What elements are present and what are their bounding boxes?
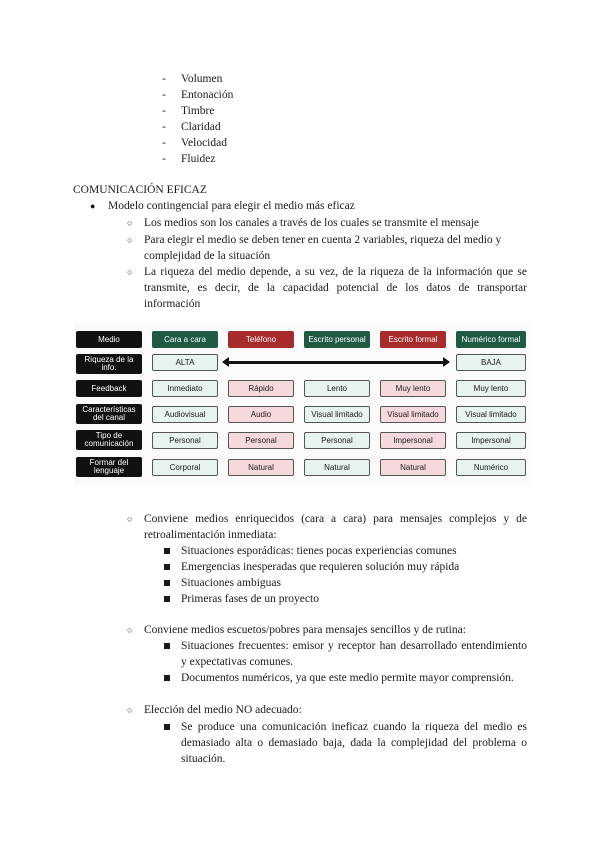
list-item: Volumen: [181, 73, 223, 85]
dash-marker: -: [162, 153, 166, 165]
rich-item: Primeras fases de un proyecto: [181, 593, 319, 605]
row-label-channel: Características del canal: [76, 404, 142, 424]
sub-bullet-text-cont: complejidad de la situación: [144, 250, 271, 262]
richness-high: ALTA: [152, 354, 218, 371]
feedback-cell: Muy lento: [380, 380, 446, 397]
list-item: Timbre: [181, 105, 215, 117]
language-cell: Numérico: [456, 459, 526, 476]
square-bullet-icon: [164, 643, 170, 649]
row-label-comm-type: Tipo de comunicación: [76, 430, 142, 450]
lean-item: Situaciones frecuentes: emisor y receptor han desarrollado entendimiento y expectativas comunes.: [181, 640, 527, 668]
sub-bullet-text: Para elegir el medio se deben tener en cuenta 2 variables, riqueza del medio y: [144, 234, 502, 246]
channel-cell: Audio: [228, 406, 294, 423]
row-label-feedback: Feedback: [76, 380, 142, 397]
dash-marker: -: [162, 137, 166, 149]
arrow-left-icon: [222, 357, 229, 367]
feedback-cell: Lento: [304, 380, 370, 397]
richness-low: BAJA: [456, 354, 526, 371]
language-cell: Natural: [380, 459, 446, 476]
square-bullet-icon: [164, 564, 170, 570]
rich-media-paragraph: Conviene medios enriquecidos (cara a cara) para mensajes complejos y de retroalimentación inmediata:: [144, 513, 527, 541]
row-label-medium: Medio: [76, 331, 142, 348]
language-cell: Natural: [304, 459, 370, 476]
medium-numeric-formal: Numérico formal: [456, 331, 526, 348]
channel-cell: Visual limitado: [456, 406, 526, 423]
square-bullet-icon: [164, 580, 170, 586]
circle-bullet-icon: ○: [127, 218, 133, 228]
circle-bullet-icon: ○: [127, 514, 133, 524]
section-title: COMUNICACIÓN EFICAZ: [73, 184, 207, 196]
medium-face-to-face: Cara a cara: [152, 331, 218, 348]
dash-marker: -: [162, 105, 166, 117]
comm-type-cell: Personal: [228, 432, 294, 449]
list-item: Entonación: [181, 89, 234, 101]
rich-item: Situaciones ambiguas: [181, 577, 281, 589]
list-item: Claridad: [181, 121, 221, 133]
richness-arrow: [226, 361, 444, 364]
language-cell: Natural: [228, 459, 294, 476]
circle-bullet-icon: ○: [127, 267, 133, 277]
feedback-cell: Muy lento: [456, 380, 526, 397]
sub-bullet-paragraph: La riqueza del medio depende, a su vez, de la riqueza de la información que se transmite, es decir, de la capacidad potencial de los datos de transportar información: [144, 266, 527, 310]
circle-bullet-icon: ○: [127, 625, 133, 635]
medium-formal-written: Escrito formal: [380, 331, 446, 348]
channel-cell: Audiovisual: [152, 406, 218, 423]
comm-type-cell: Impersonal: [456, 432, 526, 449]
feedback-cell: Rápido: [228, 380, 294, 397]
channel-cell: Visual limitado: [304, 406, 370, 423]
rich-item: Situaciones esporádicas: tienes pocas experiencias comunes: [181, 545, 457, 557]
square-bullet-icon: [164, 724, 170, 730]
medium-personal-written: Escrito personal: [304, 331, 370, 348]
square-bullet-icon: [164, 675, 170, 681]
sub-bullet-text: Los medios son los canales a través de los cuales se transmite el mensaje: [144, 217, 479, 229]
bullet-icon: ●: [90, 201, 96, 211]
comm-type-cell: Impersonal: [380, 432, 446, 449]
square-bullet-icon: [164, 548, 170, 554]
wrong-item: Se produce una comunicación ineficaz cuando la riqueza del medio es demasiado alta o demasiado baja, dada la complejidad del problema o situación.: [181, 721, 527, 765]
bullet-text: Modelo contingencial para elegir el medio más eficaz: [108, 200, 355, 212]
rich-item: Emergencias inesperadas que requieren solución muy rápida: [181, 561, 460, 573]
lean-media-text: Conviene medios escuetos/pobres para mensajes sencillos y de rutina:: [144, 624, 466, 636]
feedback-cell: Inmediato: [152, 380, 218, 397]
circle-bullet-icon: ○: [127, 705, 133, 715]
row-label-richness: Riqueza de la info.: [76, 354, 142, 374]
medium-phone: Teléfono: [228, 331, 294, 348]
comm-type-cell: Personal: [152, 432, 218, 449]
wrong-choice-text: Elección del medio NO adecuado:: [144, 704, 302, 716]
lean-item: Documentos numéricos, ya que este medio permite mayor comprensión.: [181, 672, 514, 684]
dash-marker: -: [162, 89, 166, 101]
list-item: Fluidez: [181, 153, 216, 165]
dash-marker: -: [162, 121, 166, 133]
channel-cell: Visual limitado: [380, 406, 446, 423]
language-cell: Corporal: [152, 459, 218, 476]
circle-bullet-icon: ○: [127, 235, 133, 245]
comm-type-cell: Personal: [304, 432, 370, 449]
arrow-right-icon: [443, 357, 450, 367]
dash-marker: -: [162, 73, 166, 85]
row-label-language: Formar del lenguaje: [76, 457, 142, 477]
list-item: Velocidad: [181, 137, 227, 149]
square-bullet-icon: [164, 596, 170, 602]
